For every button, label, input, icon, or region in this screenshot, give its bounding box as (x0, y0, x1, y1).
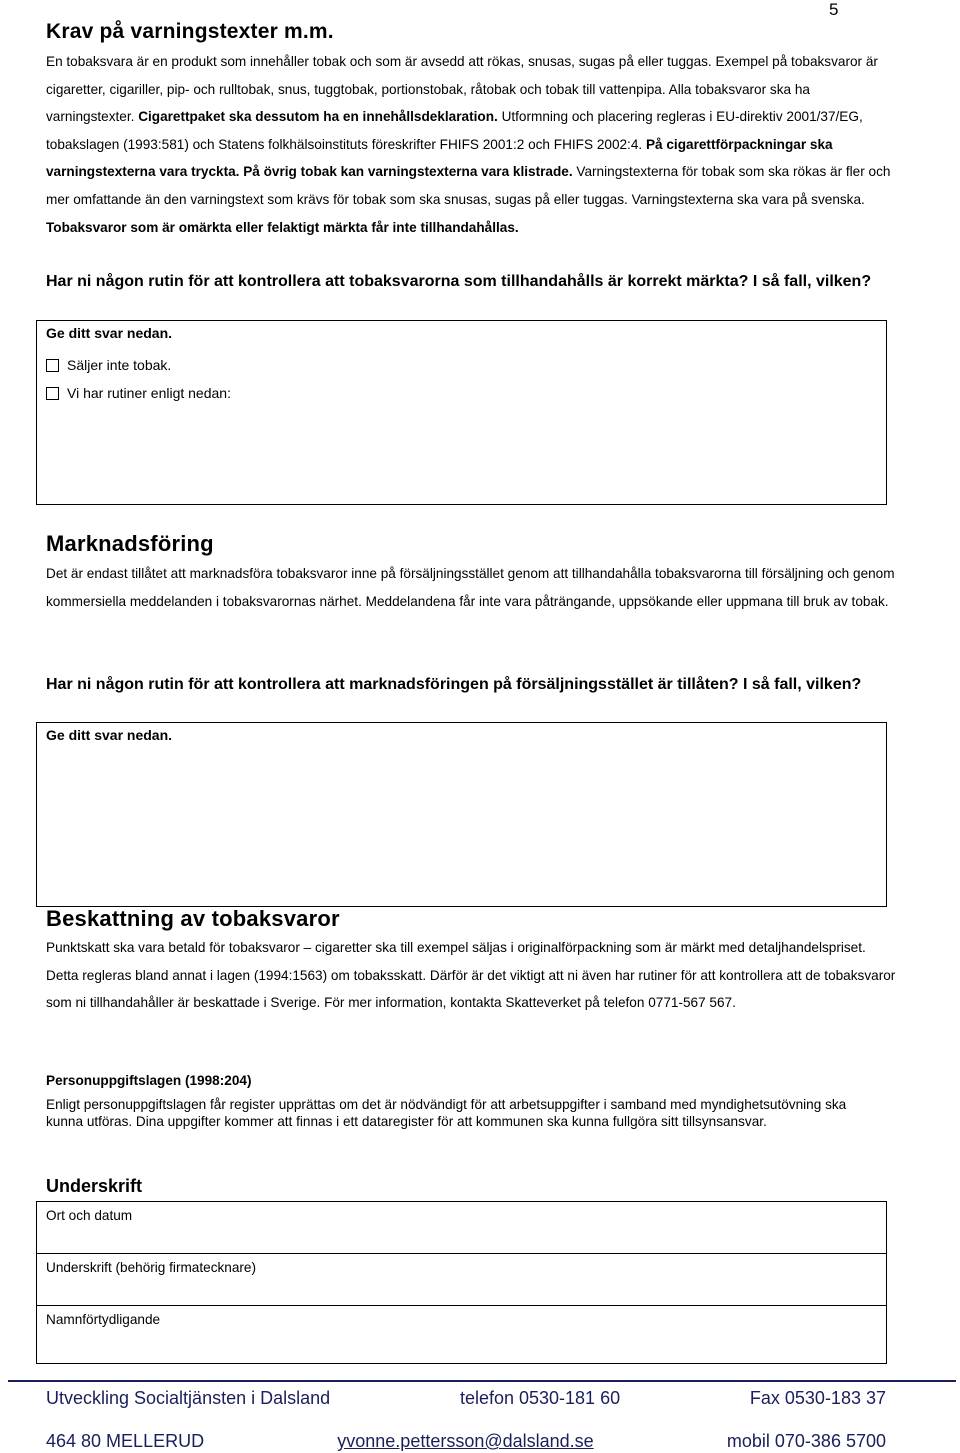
section-title-marketing: Marknadsföring (46, 531, 214, 556)
option-sells-no-tobacco[interactable] (46, 357, 171, 373)
signature-field-name-clarification-label: Namnförtydligande (46, 1312, 161, 1327)
page-number: 5 (829, 0, 839, 19)
footer-phone: telefon 0530-181 60 (459, 1388, 621, 1408)
footer-address: 464 80 MELLERUD (46, 1431, 205, 1451)
question-marketing-routine: Har ni någon rutin för att kontrollera att marknadsföringen på försäljningsstället är tillåten? I så fall, vilken? (46, 676, 862, 693)
section-title-warning-texts: Krav på varningstexter m.m. (46, 20, 334, 43)
signature-table (36, 1201, 887, 1364)
footer-fax: Fax 0530-183 37 (749, 1388, 886, 1408)
signature-field-place-date[interactable] (37, 1202, 886, 1254)
section-title-taxation: Beskattning av tobaksvaror (46, 906, 340, 931)
footer-organization: Utveckling Socialtjänsten i Dalsland (46, 1388, 331, 1408)
question-labeling-routine: Har ni någon rutin för att kontrollera att tobaksvarorna som tillhandahålls är korrekt märkta? I så fall, vilken? (46, 273, 872, 290)
warning-texts-p3-bold: Tobaksvaror som är omärkta eller felaktigt märkta får inte tillhandahållas. (46, 219, 519, 235)
footer-email-link[interactable]: yvonne.pettersson@dalsland.se (337, 1431, 594, 1451)
signature-field-place-date-label: Ort och datum (46, 1208, 133, 1223)
warning-texts-p2: Utformning och placering regleras i EU-direktiv 2001/37/EG, tobakslagen (1993:581) och Statens folkhälsoinstituts föreskrifter FHIFS 2001:2 och FHIFS 2002:4. (46, 109, 863, 152)
warning-texts-p1: En tobaksvara är en produkt som innehåller tobak och som är avsedd att rökas, snusas, sugas på eller tuggas. Exempel på tobaksvaror är cigaretter, cigariller, pip- och rulltobak, snus, tuggtobak, portionstobak, råtobak och tobak till vattenpipa. Alla tobaksvaror ska ha varningstexter. (46, 54, 878, 125)
signature-field-name-clarification[interactable] (37, 1306, 886, 1363)
answer-box-marketing[interactable] (36, 722, 887, 907)
taxation-paragraph: Punktskatt ska vara betald för tobaksvaror – cigaretter ska till exempel säljas i originalförpackning som är märkt med detaljhandelspriset. Detta regleras bland annat i lagen (1994:1563) om tobaksskatt. Därför är det viktigt att ni även har rutiner för att kontrollera att de tobaksvaror som ni tillhandahåller är beskattade i Sverige. För mer information, kontakta Skatteverket på telefon 0771-567 567. (46, 940, 896, 1011)
warning-texts-p1-bold: Cigarettpaket ska dessutom ha en innehållsdeklaration. (138, 109, 498, 125)
answer-label-labeling: Ge ditt svar nedan. (46, 325, 173, 341)
signature-field-signature[interactable] (37, 1254, 886, 1306)
checkbox-has-routines[interactable] (46, 387, 59, 400)
answer-box-labeling[interactable] (36, 320, 887, 505)
option-sells-no-tobacco-label: Säljer inte tobak. (67, 357, 172, 373)
marketing-paragraph: Det är endast tillåtet att marknadsföra tobaksvaror inne på försäljningsstället genom att tillhandahålla tobaksvarorna till försäljning och genom kommersiella meddelanden i tobaksvarornas närhet. Meddelandena får inte vara påträngande, uppsökande eller uppmana till bruk av tobak. (46, 566, 895, 609)
warning-texts-paragraph (46, 48, 901, 241)
footer-line-1 (46, 1388, 886, 1409)
warning-texts-p3: Varningstexterna för tobak som ska rökas är fler och mer omfattande än den varningstext som krävs för tobak som ska snusas, sugas på eller tuggas. Varningstexterna ska vara på svenska. (46, 164, 891, 207)
answer-label-marketing: Ge ditt svar nedan. (46, 727, 173, 743)
footer-line-2 (46, 1431, 886, 1452)
option-has-routines[interactable] (46, 385, 231, 401)
footer-mobile: mobil 070-386 5700 (726, 1431, 886, 1451)
warning-texts-p2-bold: På cigarettförpackningar ska varningstexterna vara tryckta. På övrig tobak kan varningstexterna vara klistrade. (46, 136, 833, 180)
footer-divider (8, 1380, 956, 1382)
checkbox-sells-no-tobacco[interactable] (46, 359, 59, 372)
section-title-signature: Underskrift (46, 1176, 143, 1196)
pul-heading: Personuppgiftslagen (1998:204) (46, 1073, 252, 1088)
signature-field-signature-label: Underskrift (behörig firmatecknare) (46, 1260, 257, 1275)
pul-paragraph: Enligt personuppgiftslagen får register upprättas om det är nödvändigt för att arbetsuppgifter i samband med myndighetsutövning ska kunna utföras. Dina uppgifter kommer att finnas i ett dataregister för att kommunen ska kunna fullgöra sitt tillsynsansvar. (46, 1097, 847, 1129)
option-has-routines-label: Vi har rutiner enligt nedan: (67, 385, 231, 401)
